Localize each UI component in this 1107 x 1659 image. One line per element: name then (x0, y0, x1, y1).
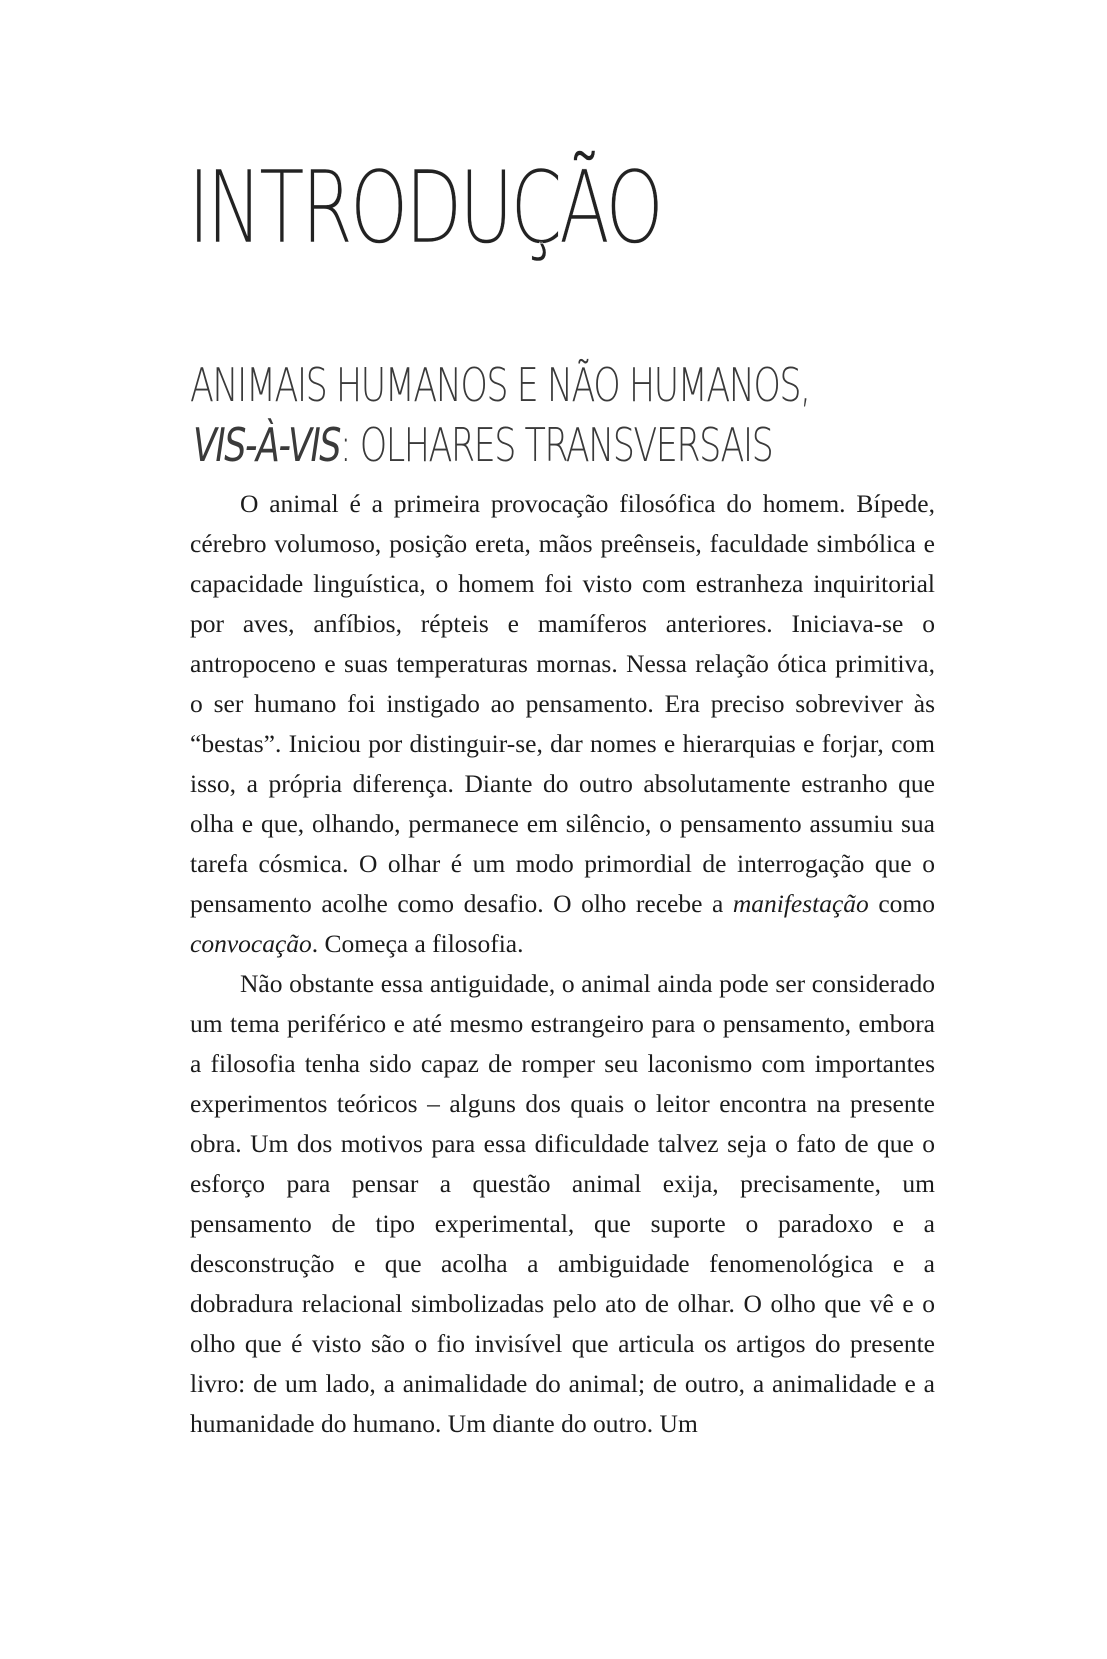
paragraph-1 (190, 484, 935, 964)
paragraph-2: Não obstante essa antiguidade, o animal ainda pode ser considerado um tema periférico e até mesmo estrangeiro para o pensamento, embora a filosofia tenha sido capaz de romper seu laconismo com importantes experimentos teóricos – alguns dos quais o leitor encontra na presente obra. Um dos motivos para essa dificuldade talvez seja o fato de que o esforço para pensar a questão animal exija, precisamente, um pensamento de tipo experimental, que suporte o paradoxo e a desconstrução e que acolha a ambiguidade fenomenológica e a dobradura relacional simbolizadas pelo ato de olhar. O olho que vê e o olho que é visto são o fio invisível que articula os artigos do presente livro: de um lado, a animalidade do animal; de outro, a animalidade e a humanidade do humano. Um diante do outro. Um (190, 969, 935, 1438)
paragraph-1-text-b: como (868, 889, 935, 918)
subtitle-line-1: ANIMAIS HUMANOS E NÃO HUMANOS, (190, 358, 810, 412)
paragraph-1-emphasis-manifestacao: manifestação (732, 889, 869, 918)
subtitle-line-2-rest: : OLHARES TRANSVERSAIS (339, 418, 773, 472)
subtitle-italic-phrase: VIS-À-VIS (193, 418, 340, 472)
chapter-subtitle (190, 355, 810, 475)
chapter-title: INTRODUÇÃO (188, 149, 661, 266)
paragraph-1-emphasis-convocacao: convocação (190, 929, 312, 958)
paragraph-1-text-a: O animal é a primeira provocação filosófica do homem. Bípede, cérebro volumoso, posição ereta, mãos preênseis, faculdade simbólica e capacidade linguística, o homem foi visto com estranheza inquiritorial por aves, anfíbios, répteis e mamíferos anteriores. Iniciava-se o antropoceno e suas temperaturas mornas. Nessa relação ótica primitiva, o ser humano foi instigado ao pensamento. Era preciso sobreviver às “bestas”. Iniciou por distinguir-se, dar nomes e hierarquias e forjar, com isso, a própria diferença. Diante do outro absolutamente estranho que olha e que, olhando, permanece em silêncio, o pensamento assumiu sua tarefa cósmica. O olhar é um modo primordial de interrogação que o pensamento acolhe como desafio. O olho recebe a (190, 489, 935, 918)
body-text (190, 484, 935, 1444)
subtitle-line-2 (190, 415, 810, 475)
paragraph-1-text-c: . Começa a filosofia. (311, 929, 524, 958)
